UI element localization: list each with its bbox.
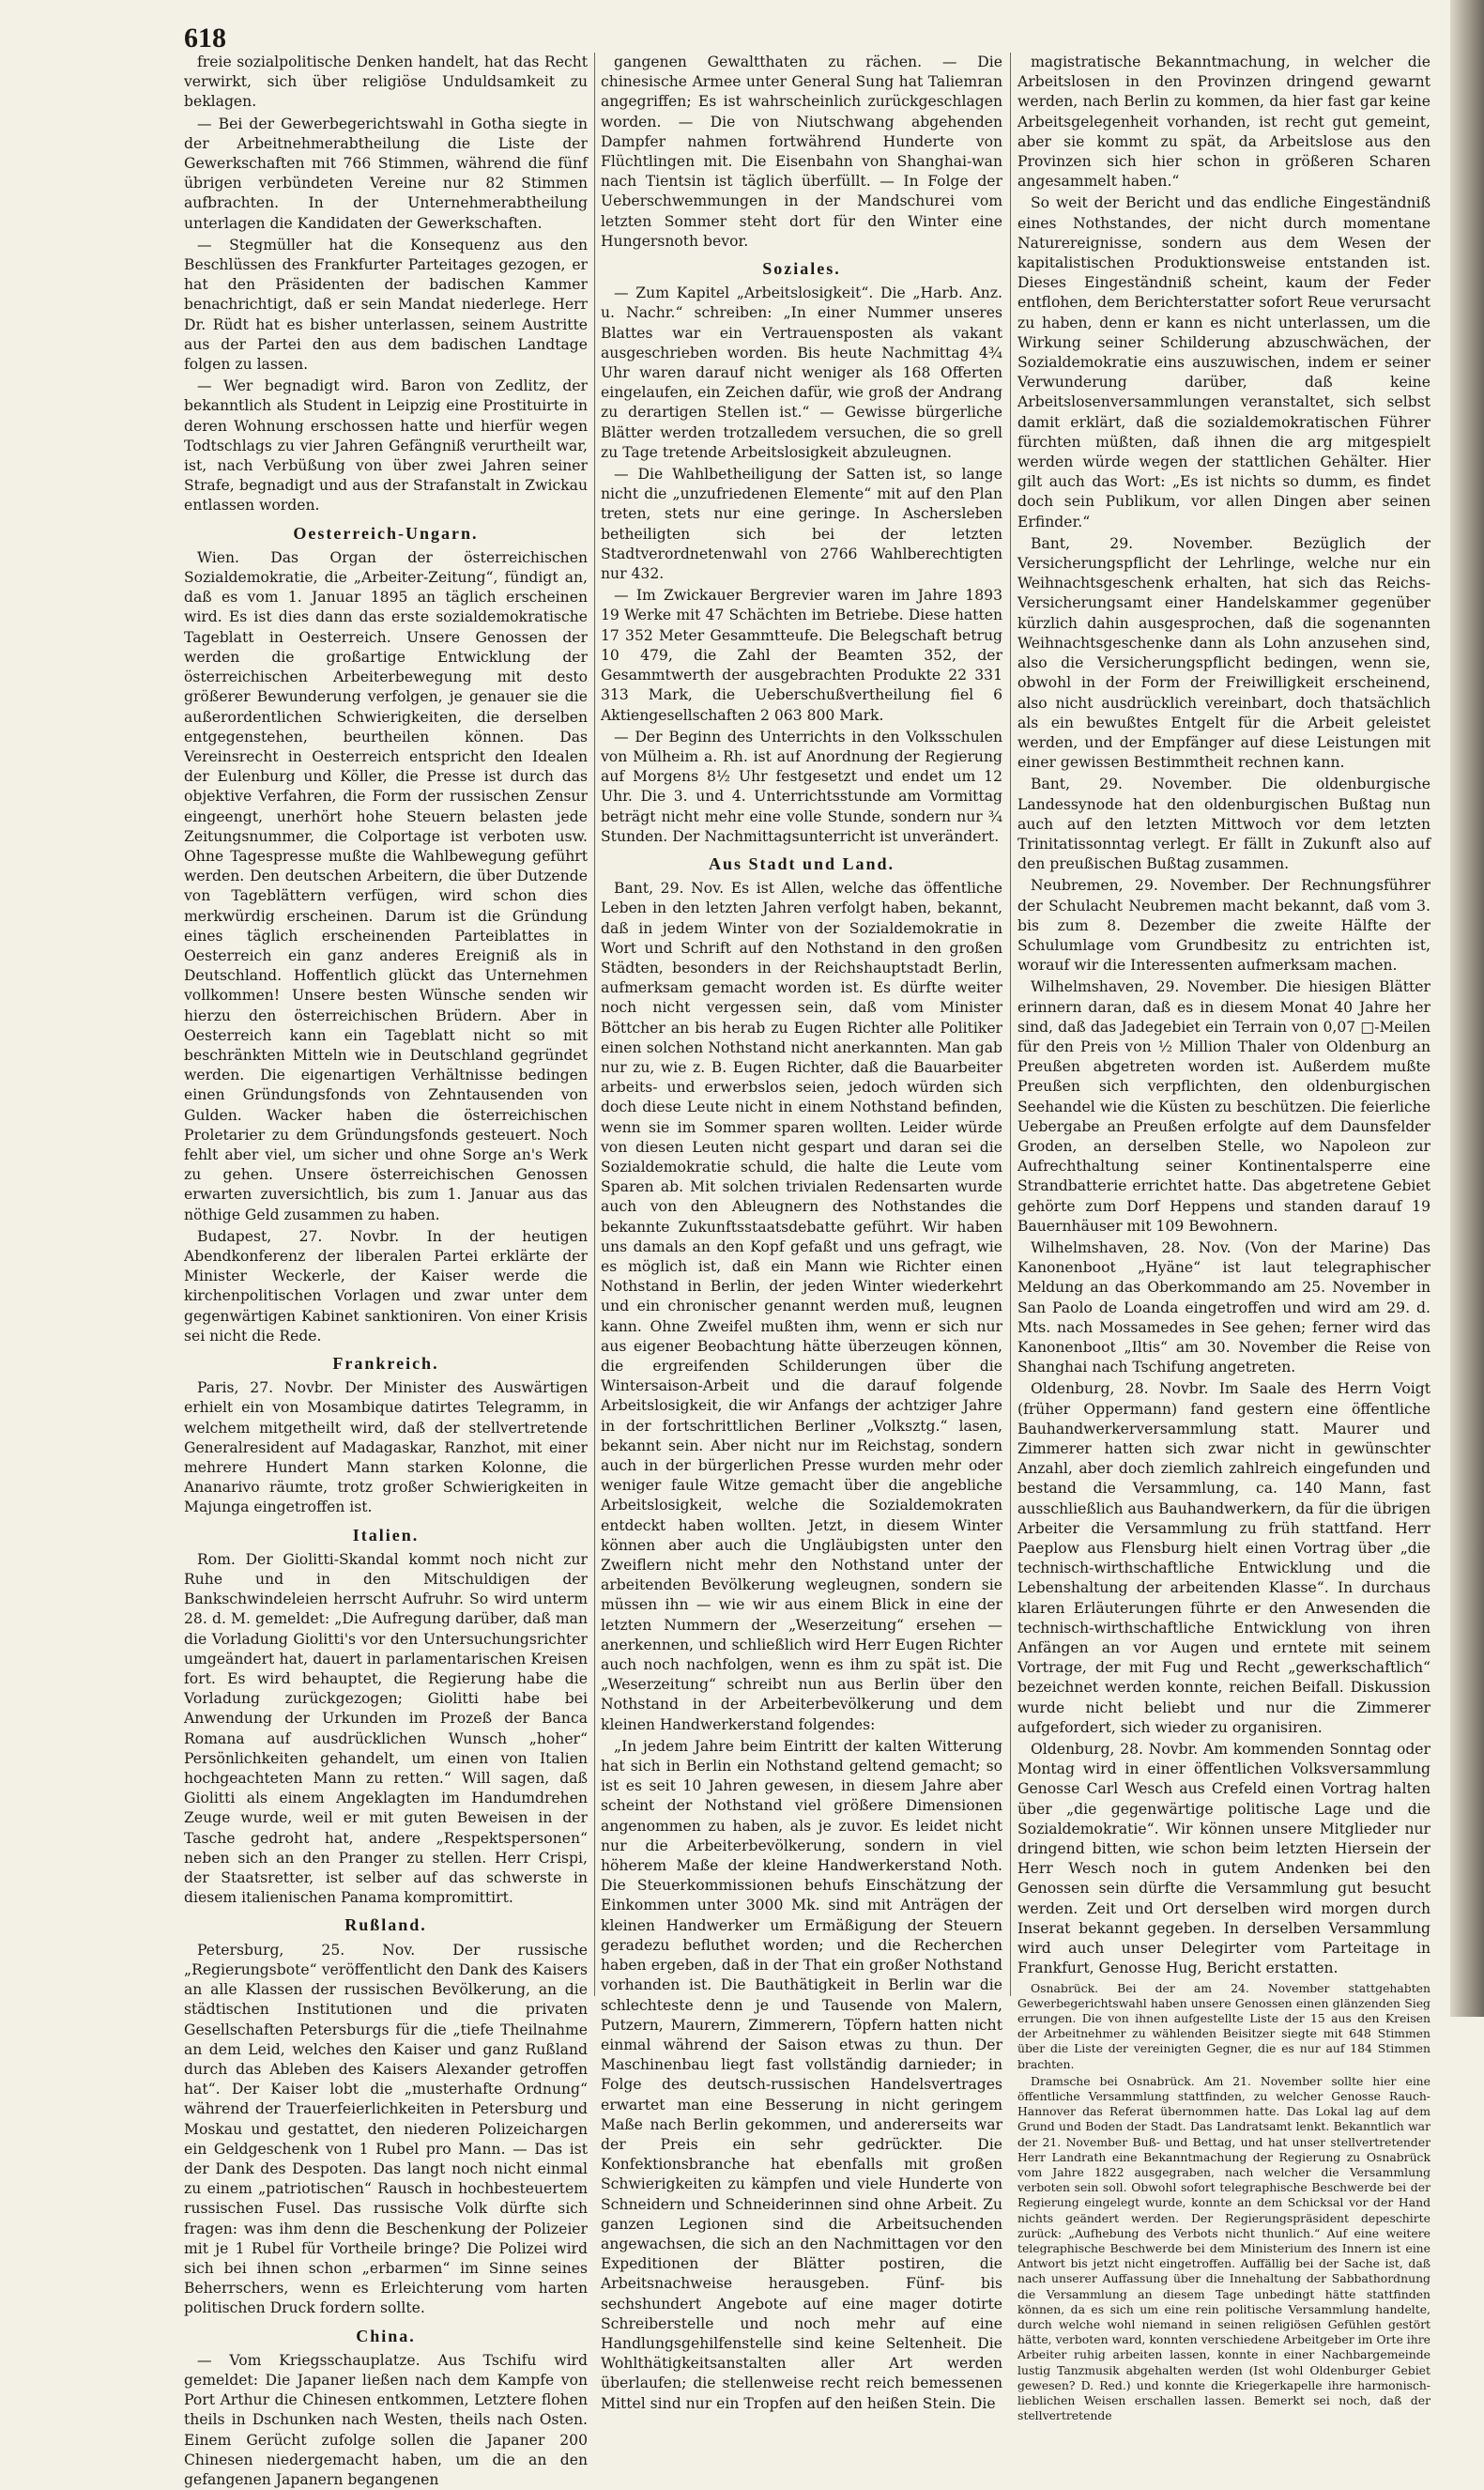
article: Budapest, 27. Novbr. In der heutigen Abendkonferenz der liberalen Partei erklärte der Minister Weckerle, der Kaiser werde die kirchenpolitischen Vorlagen und zwar unter dem gegenwärtigen Kabinet sanktioniren. Von einer Krisis sei nicht die Rede. [184, 1227, 588, 1345]
article: Bant, 29. Nov. Es ist Allen, welche das öffentliche Leben in den letzten Jahren verfolgt haben, bekannt, daß in jedem Winter von der Sozialdemokratie in Wort und Schrift auf den Nothstand in den großen Städten, besonders in der Reichshauptstadt Berlin, aufmerksam gemacht worden ist. Es dürfte weiter noch nicht vergessen sein, daß vom Minister Böttcher an bis herab zu Eugen Richter alle Politiker einen solchen Nothstand nicht anerkannten. Man gab nur zu, wie z. B. Eugen Richter, daß die Bauarbeiter arbeits- und erwerbslos seien, jedoch würden sich doch diese Leute nicht in einem Nothstand befinden, wenn sie im Sommer sparen wollten. Leider würde von diesen Leuten nicht gespart und daran sei die Sozialdemokratie schuld, die halte die Leute vom Sparen ab. Mit solchen trivialen Redensarten wurde auch von den Ableugnern des Nothstandes die bekannte Zukunftsstaatsdebatte geführt. Wir haben uns damals an den Kopf gefaßt und uns gefragt, wie es möglich ist, daß ein Mann wie Richter einen Nothstand in Berlin, der jeden Winter wiederkehrt und ein chronischer genannt werden muß, leugnen kann. Ohne Zweifel mußten ihm, wenn er sich nur aus eigener Beobachtung hätte überzeugen können, die ergreifenden Schilderungen über die Wintersaison-Arbeit und die darauf folgende Arbeitslosigkeit, die wir Anfangs der achtziger Jahre in der fortschrittlichen Berliner „Volksztg.“ lasen, bekannt sein. Aber nicht nur im Reichstag, sondern auch in der bürgerlichen Presse wurden mehr oder weniger faule Witze gemacht über die angebliche Arbeitslosigkeit, welche die Sozialdemokraten entdeckt haben wollten. Jetzt, in diesem Winter können aber auch die Ungläubigsten unter den Zweiflern nicht mehr den Nothstand unter der arbeitenden Bevölkerung wegleugnen, sondern sie müssen ihn — wie wir aus einem Blick in eine der letzten Nummern der „Weserzeitung“ ersehen — anerkennen, und schließlich wird Herr Eugen Richter auch noch nachfolgen, wenn es ihm zu spät ist. Die „Weserzeitung“ schreibt nun aus Berlin über den Nothstand in der Arbeiterbevölkerung und dem kleinen Handwerkerstand folgendes: [601, 880, 1002, 1733]
article: Dramsche bei Osnabrück. Am 21. November sollte hier eine öffentliche Versammlung stattfinden, zu welcher Genosse Rauch-Hannover das Referat übernommen hatte. Das Lokal lag auf dem Grund und Boden der Stadt. Das Landratsamt lenkt. Bekanntlich war der 21. November Buß- und Bettag, und hat unser stellvertretender Herr Landrath eine Bekanntmachung der Regierung zu Osnabrück vom Jahre 1822 ausgegraben, nach welcher die Versammlung verboten sein soll. Obwohl sofort telegraphische Beschwerde bei der Regierung eingelegt wurde, konnte an dem Schicksal vor der Hand nichts geändert werden. Der Regierungspräsident depeschirte zurück: „Aufhebung des Verbots nicht thunlich.“ Auf eine weitere telegraphische Beschwerde bei dem Ministerium des Innern ist eine Antwort bis jetzt nicht eingetroffen. Auffällig bei der Sache ist, daß nach unserer Auffassung über die Innehaltung der Sabbathordnung die Versammlung an diesem Tage unbedingt hätte stattfinden können, da es sich um eine rein politische Versammlung handelte, durch welche wohl niemand in seinen religiösen Gefühlen gestört hätte, verboten ward, konnten verschiedene Arbeitgeber im Orte ihre Arbeiter ruhig arbeiten lassen, konnte in einer Nachbargemeinde lustig Tanzmusik abgehalten werden (Ist wohl Oldenburger Gebiet gewesen? D. Red.) und konnte die Kriegerkapelle ihre harmonisch-lieblichen Weisen erschallen lassen. Bemerkt sei noch, daß der stellvertretende [1017, 2073, 1430, 2423]
article: — Vom Kriegsschauplatze. Aus Tschifu wird gemeldet: Die Japaner ließen nach dem Kampfe von Port Arthur die Chinesen entkommen, Letztere flohen theils in Dschunken nach Westen, theils nach Osten. Einem Gerücht zufolge sollen die Japaner 200 Chinesen niedergemacht haben, um die an den gefangenen Japanern begangenen [184, 2351, 588, 2488]
section-heading: Soziales. [762, 259, 841, 279]
column-divider [1010, 53, 1011, 1996]
article: gangenen Gewaltthaten zu rächen. — Die chinesische Armee unter General Sung hat Taliemran angegriffen; Es ist wahrscheinlich zurückgeschlagen worden. — Die von Niutschwang abgehenden Dampfer nahmen fortwährend Hunderte von Flüchtlingen mit. Die Eisenbahn von Shanghai-wan nach Tientsin ist täglich überfüllt. — In Folge der Ueberschwemmungen in der Mandschurei vom letzten Sommer steht dort für den Winter eine Hungersnoth bevor. [601, 54, 1002, 250]
article: So weit der Bericht und das endliche Eingeständniß eines Nothstandes, der nicht durch momentane Naturereignisse, sondern aus dem Wesen der kapitalistischen Produktionsweise entstanden ist. Dieses Eingeständniß scheint, kaum der Feder entflohen, dem Berichterstatter sofort Reue verursacht zu haben, denn er kann es nicht unterlassen, um die Wirkung seiner Schilderung abzuschwächen, der Sozialdemokratie eins auszuwischen, indem er seiner Verwunderung darüber, daß keine Arbeitslosenversammlungen veranstaltet, sich selbst damit erklärt, daß die sozialdemokratischen Führer fürchten müßten, daß ihnen die arg mitgespielt werden würde wegen der stattlichen Gehälter. Hier gilt auch das Wort: „Es ist nichts so dumm, es findet doch sein Publikum, vor allen Dingen aber seinen Erfinder.“ [1017, 194, 1430, 530]
article: Petersburg, 25. Nov. Der russische „Regierungsbote“ veröffentlicht den Dank des Kaisers an alle Klassen der russischen Bevölkerung, an die städtischen Institutionen und die privaten Gesellschaften Petersburgs für die „tiefe Theilnahme an dem Leid, welches den Kaiser und ganz Rußland durch das Ableben des Kaisers Alexander getroffen hat“. Der Kaiser lobt die „musterhafte Ordnung“ während der Trauerfeierlichkeiten in Petersburg und Moskau und gestattet, den niederen Polizeichargen ein Geldgeschenk von 1 Rubel pro Mann. — Das ist der Dank des Despoten. Das langt noch nicht einmal zu einem „patriotischen“ Rausch in hochbesteuertem russischen Fusel. Das russische Volk dürfte sich fragen: was ihm denn die Beschenkung der Polizeier mit je 1 Rubel für Vortheile bringe? Die Polizei wird sich bei ihnen schon „erbarmen“ im Sinne seines Beherrschers, wenn es Erleichterung vom harten politischen Druck fordern sollte. [184, 1941, 588, 2317]
article: magistratische Bekanntmachung, in welcher die Arbeitslosen in den Provinzen dringend gewarnt werden, nach Berlin zu kommen, da hier fast gar keine Arbeitsgelegenheit vorhanden, ist recht gut gemeint, aber sie kommt zu spät, da Arbeitslose aus den Provinzen sich hier schon in größeren Scharen angesammelt haben.“ [1017, 54, 1430, 191]
section-heading: China. [356, 2326, 416, 2345]
article: Oldenburg, 28. Novbr. Am kommenden Sonntag oder Montag wird in einer öffentlichen Volksversammlung Genosse Carl Wesch aus Crefeld einen Vortrag halten über „die gegenwärtige politische Lage und die Sozialdemokratie“. Wir können unsere Mitglieder nur dringend bitten, wie schon beim letzten Hiersein der Herr Wesch noch in gutem Andenken bei den Genossen sein dürfte die Versammlung gut besucht werden. Zeit und Ort derselben wird morgen durch Inserat bekannt gegeben. In derselben Versammlung wird auch unser Delegirter vom Parteitage in Frankfurt, Genosse Hug, Bericht erstatten. [1017, 1741, 1430, 1977]
article: Bant, 29. November. Die oldenburgische Landessynode hat den oldenburgischen Bußtag nun auch auf den letzten Mittwoch vor dem letzten Trinitatissonntag verlegt. Er fällt in Zukunft also auf den preußischen Bußtag zusammen. [1017, 776, 1430, 873]
column-2 [601, 53, 1002, 2412]
column-3 [1017, 53, 1430, 2423]
article: Neubremen, 29. November. Der Rechnungsführer der Schulacht Neubremen macht bekannt, daß vom 3. bis zum 8. Dezember die zweite Hälfte der Schulumlage vom Grundbesitz zu entrichten ist, worauf wir die Interessenten aufmerksam machen. [1017, 877, 1430, 975]
article: — Bei der Gewerbegerichtswahl in Gotha siegte in der Arbeitnehmerabtheilung die Liste der Gewerkschaften mit 766 Stimmen, während die fünf übrigen verbündeten Vereine nur 82 Stimmen aufbrachten. In der Unternehmerabtheilung unterlagen die Kandidaten der Gewerkschaften. [184, 115, 588, 232]
article: — Stegmüller hat die Konsequenz aus den Beschlüssen des Frankfurter Parteitages gezogen, er hat den Präsidenten der badischen Kammer benachrichtigt, daß er sein Mandat niederlege. Herr Dr. Rüdt hat es bisher unterlassen, seinem Austritte aus der Partei den aus dem badischen Landtage folgen zu lassen. [184, 236, 588, 374]
article: — Im Zwickauer Bergrevier waren im Jahre 1893 19 Werke mit 47 Schächten im Betriebe. Diese hatten 17 352 Meter Gesammtteufe. Die Belegschaft betrug 10 479, die Zahl der Beamten 352, der Gesammtwerth der ausgebrachten Produkte 22 331 313 Mark, die Ueberschußvertheilung fiel 6 Aktiengesellschaften 2 063 800 Mark. [601, 587, 1002, 724]
column-divider [594, 53, 595, 1996]
column-1 [184, 53, 588, 2488]
page-number: 618 [184, 23, 226, 54]
article: — Wer begnadigt wird. Baron von Zedlitz, der bekanntlich als Student in Leipzig eine Prostituirte in deren Wohnung erschossen hatte und hierfür wegen Todtschlags zu vier Jahren Gefängniß verurtheilt war, ist, nach Verbüßung von über zwei Jahren seiner Strafe, begnadigt und aus der Strafanstalt in Zwickau entlassen worden. [184, 377, 588, 515]
article: Bant, 29. November. Bezüglich der Versicherungspflicht der Lehrlinge, welche nur ein Weihnachtsgeschenk erhalten, hat sich das Reichs-Versicherungsamt einer Handelskammer gegenüber kürzlich dahin ausgesprochen, daß die sogenannten Weihnachtsgeschenke dann als Lohn anzusehen sind, also die Versicherungspflicht bedingen, wenn sie, obwohl in der Form der Freiwilligkeit erscheinend, also nicht ausdrücklich vereinbart, doch thatsächlich als ein bewußtes Entgelt für die Arbeit geleistet werden, und der Empfänger auf diese Leistungen mit einer gewissen Bestimmtheit rechnen kann. [1017, 534, 1430, 772]
article: freie sozialpolitische Denken handelt, hat das Recht verwirkt, sich über religiöse Unduldsamkeit zu beklagen. [184, 54, 588, 111]
article: Rom. Der Giolitti-Skandal kommt noch nicht zur Ruhe und in den Mitschuldigen der Bankschwindeleien herrscht Aufruhr. So wird unterm 28. d. M. gemeldet: „Die Aufregung darüber, daß man die Vorladung Giolitti's vor den Untersuchungsrichter umgeändert hat, dauert in parlamentarischen Kreisen fort. Es wird behauptet, die Regierung habe die Vorladung zurückgezogen; Giolitti habe bei Anwendung der Urkunden im Prozeß der Banca Romana auf ausdrücklichen Wunsch „hoher“ Persönlichkeiten gehandelt, um einen von Italien hochgeachteten Mann zu retten.“ Will sagen, daß Giolitti als einem Angeklagten im Handumdrehen Zeuge wurde, weil er mit guten Beweisen in der Tasche gedroht hat, andere „Respektspersonen“ neben sich an den Pranger zu stellen. Herr Crispi, der Staatsretter, ist selber auf das schwerste in diesem italienischen Panama kompromittirt. [184, 1550, 588, 1907]
section-heading: Rußland. [344, 1915, 427, 1935]
article: — Die Wahlbetheiligung der Satten ist, so lange nicht die „unzufriedenen Elemente“ mit auf den Plan treten, stets nur eine geringe. In Aschersleben betheiligten sich bei der letzten Stadtverordnetenwahl von 2766 Wahlberechtigten nur 432. [601, 466, 1002, 583]
article: Paris, 27. Novbr. Der Minister des Auswärtigen erhielt ein von Mosambique datirtes Telegramm, in welchem mitgetheilt wird, daß der stellvertretende Generalresident auf Madagaskar, Ranzhot, mit einer mehrere Hundert Mann starken Kolonne, die Ananarivo räumte, trotz großer Schwierigkeiten in Majunga eingetroffen ist. [184, 1379, 588, 1516]
section-heading: Frankreich. [332, 1354, 439, 1373]
article: Osnabrück. Bei der am 24. November stattgehabten Gewerbegerichtswahl haben unsere Genossen einen glänzenden Sieg errungen. Die von ihnen aufgestellte Liste der 15 aus den Kreisen der Arbeitnehmer zu wählenden Beisitzer siegte mit 648 Stimmen über die Liste der vereinigten Gegner, die es nur auf 184 Stimmen brachten. [1017, 1980, 1430, 2071]
article: Wilhelmshaven, 29. November. Die hiesigen Blätter erinnern daran, daß es in diesem Monat 40 Jahre her sind, daß das Jadegebiet ein Terrain von 0,07 □-Meilen für den Preis von ½ Million Thaler von Oldenburg an Preußen abgetreten worden ist. Außerdem mußte Preußen sich verpflichten, den oldenburgischen Seehandel wie die Küsten zu beschützen. Die feierliche Uebergabe an Preußen erfolgte auf dem Daunsfelder Groden, an derselben Stelle, wo Napoleon zur Aufrechthaltung seiner Kontinentalsperre eine Strandbatterie errichtet hatte. Das abgetretene Gebiet gehörte zum Dorf Heppens und standen darauf 19 Bauernhäuser mit 109 Bewohnern. [1017, 978, 1430, 1235]
article: „In jedem Jahre beim Eintritt der kalten Witterung hat sich in Berlin ein Nothstand geltend gemacht; so ist es seit 10 Jahren gewesen, in diesem Jahre aber scheint der Nothstand viel größere Dimensionen angenommen zu haben, als je zuvor. Es leidet nicht nur die Arbeiterbevölkerung, sondern in viel höherem Maße der kleine Handwerkerstand Noth. Die Steuerkommissionen behufs Einschätzung der Einkommen unter 3000 Mk. sind mit Anträgen der kleinen Handwerker um Ermäßigung der Steuern geradezu befluthet worden; und die Recherchen haben ergeben, daß in der That ein großer Nothstand vorhanden ist. Die Bauthätigkeit in Berlin war die schlechteste denn je und Tausende von Malern, Putzern, Maurern, Zimmerern, Töpfern hatten nicht einmal während der Saison etwas zu thun. Der Maschinenbau liegt fast vollständig darnieder; in Folge des deutsch-russischen Handelsvertrages erwartet man eine Besserung in nicht geringem Maße nach Berlin gekommen, und andererseits war der Preis ein sehr gedrückter. Die Konfektionsbranche hat ebenfalls mit großen Schwierigkeiten zu kämpfen und viele Hunderte von Schneidern und Schneiderinnen sind ohne Arbeit. Zu ganzen Legionen sind die Arbeitsuchenden angewachsen, die sich an den Nachmittagen vor den Expeditionen der Blätter postiren, die Arbeitsnachweise herausgeben. Fünf- bis sechshundert Angebote auf eine mager dotirte Schreiberstelle und noch mehr auf eine Handlungsgehilfenstelle sind keine Seltenheit. Die Wohlthätigkeitsanstalten aller Art werden überlaufen; die stellenweise recht reich bemessenen Mittel sind nur ein Tropfen auf den heißen Stein. Die [601, 1737, 1002, 2412]
section-heading: Aus Stadt und Land. [708, 853, 895, 873]
article: — Zum Kapitel „Arbeitslosigkeit“. Die „Harb. Anz. u. Nachr.“ schreiben: „In einer Nummer unseres Blattes war ein Vertrauensposten als vakant ausgeschrieben worden. Bis heute Nachmittag 4¾ Uhr waren darauf nicht weniger als 168 Offerten eingelaufen, ein Zeichen dafür, wie groß der Andrang zu derartigen Stellen ist.“ — Gewisse bürgerliche Blätter werden trotzalledem versuchen, die so grell zu Tage tretende Arbeitslosigkeit abzuleugnen. [601, 284, 1002, 461]
section-heading: Italien. [352, 1525, 420, 1545]
article: — Der Beginn des Unterrichts in den Volksschulen von Mülheim a. Rh. ist auf Anordnung der Regierung auf Morgens 8½ Uhr festgesetzt und endet um 12 Uhr. Die 3. und 4. Unterrichtsstunde am Vormittag beträgt nicht mehr eine volle Stunde, sondern nur ¾ Stunden. Der Nachmittagsunterricht ist unverändert. [601, 728, 1002, 845]
article: Oldenburg, 28. Novbr. Im Saale des Herrn Voigt (früher Oppermann) fand gestern eine öffentliche Bauhandwerkerversammlung statt. Maurer und Zimmerer hatten sich zwar nicht in gewünschter Anzahl, aber doch ziemlich zahlreich eingefunden und bestand die Versammlung, ca. 140 Mann, fast ausschließlich aus Bauhandwerkern, da für die übrigen Arbeiter die Versammlung zu früh stattfand. Herr Paeplow aus Flensburg hielt einen Vortrag über „die technisch-wirthschaftliche Entwicklung und die Lebenshaltung der arbeitenden Klasse“. In durchaus klaren Erläuterungen führte er den Anwesenden die technisch-wirthschaftliche Entwicklung von ihren Anfängen an vor Augen und erntete mit seinem Vortrage, der mit Fug und Recht „gewerkschaftlich“ bezeichnet werden konnte, reichen Beifall. Diskussion wurde nicht beliebt und nur die Zimmerer aufgefordert, sich wieder zu organisiren. [1017, 1380, 1430, 1736]
binding-edge [1450, 0, 1484, 2017]
article: Wilhelmshaven, 28. Nov. (Von der Marine) Das Kanonenboot „Hyäne“ ist laut telegraphischer Meldung an das Oberkommando am 25. November in San Paolo de Loanda eingetroffen und wird am 29. d. Mts. nach Mossamedes in See gehen; ferner wird das Kanonenboot „Iltis“ am 30. November die Reise von Shanghai nach Tschifung angetreten. [1017, 1238, 1430, 1376]
small-print-section [1017, 1981, 1430, 2424]
section-heading: Oesterreich-Ungarn. [293, 523, 479, 543]
article: Wien. Das Organ der österreichischen Sozialdemokratie, die „Arbeiter-Zeitung“, fündigt an, daß es vom 1. Januar 1895 an täglich erscheinen wird. Es ist dies dann das erste sozialdemokratische Tageblatt in Oesterreich. Unsere Genossen der werden die großartige Entwicklung der österreichischen Arbeiterbewegung mit desto größerer Bewunderung verfolgen, je genauer sie die außerordentlichen Schwierigkeiten, die derselben entgegenstehen, beurtheilen können. Das Vereinsrecht in Oesterreich entspricht den Idealen der Eulenburg und Köller, die Presse ist durch das objektive Verfahren, die Form der russischen Zensur eingeengt, unerhört hohe Steuern belasten jede Zeitungsnummer, die Colportage ist verboten usw. Ohne Tagespresse mußte die Wahlbewegung geführt werden. Den deutschen Arbeitern, die über Dutzende von Tageblättern verfügen, wird schon dies merkwürdig erscheinen. Darum ist die Gründung eines täglich erscheinenden Parteiblattes in Oesterreich ein ganz anderes Ereigniß als in Deutschland. Hoffentlich glückt das Unternehmen vollkommen! Unsere besten Wünsche senden wir hierzu den österreichischen Brüdern. Aber in Oesterreich kann ein Tageblatt nicht so mit beschränkten Mitteln wie in Deutschland gegründet werden. Die eigenartigen Verhältnisse bedingen einen Gründungsfonds von Zehntausenden von Gulden. Wacker haben die österreichischen Proletarier zu dem Gründungsfonds gesteuert. Noch fehlt aber viel, um sicher und ohne Sorge an's Werk zu gehen. Unsere österreichischen Genossen erwarten zuversichtlich, bis zum 1. Januar aus das nöthige Geld zusammen zu haben. [184, 548, 588, 1223]
